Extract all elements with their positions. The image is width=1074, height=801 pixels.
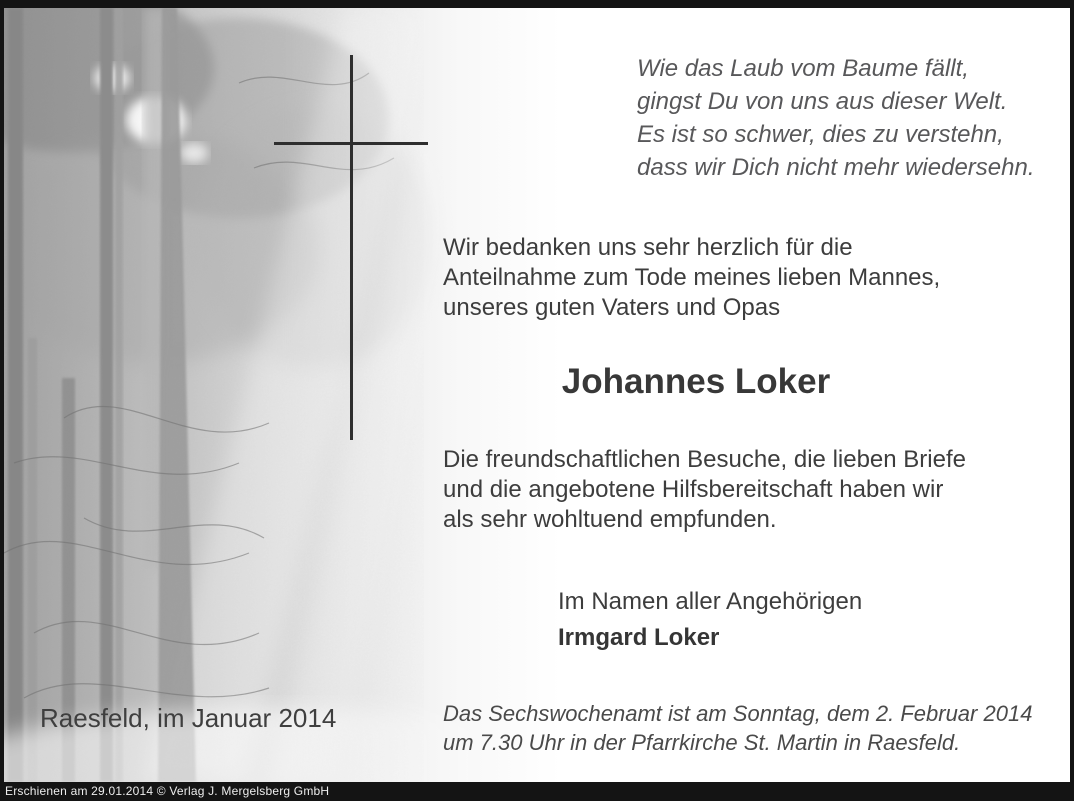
condolence-thanks-text [443, 233, 940, 323]
top-border [0, 0, 1074, 8]
publication-note: Erschienen am 29.01.2014 © Verlag J. Mergelsberg GmbH [5, 784, 330, 798]
gratitude-line: und die angebotene Hilfsbereitschaft haben wir [443, 476, 944, 503]
gratitude-line: Die freundschaftlichen Besuche, die lieben Briefe [443, 446, 966, 473]
thanks-line: Anteilnahme zum Tode meines lieben Mannes, [443, 264, 941, 291]
poem-line: gingst Du von uns aus dieser Welt. [637, 88, 1008, 115]
family-name: Irmgard Loker [558, 624, 720, 651]
left-border [0, 0, 4, 801]
service-line: Das Sechswochenamt ist am Sonntag, dem 2. Februar 2014 [443, 701, 1033, 726]
memorial-poem [637, 52, 1035, 184]
family-intro: Im Namen aller Angehörigen [558, 588, 863, 615]
service-announcement [443, 699, 1032, 757]
service-line: um 7.30 Uhr in der Pfarrkirche St. Martin in Raesfeld. [443, 730, 961, 755]
place-date: Raesfeld, im Januar 2014 [40, 703, 337, 733]
right-border [1070, 0, 1074, 801]
poem-line: dass wir Dich nicht mehr wiedersehn. [637, 154, 1035, 181]
gratitude-text [443, 445, 966, 535]
poem-line: Wie das Laub vom Baume fällt, [637, 55, 969, 82]
poem-line: Es ist so schwer, dies zu verstehn, [637, 121, 1004, 148]
cross-horizontal-bar-icon [274, 142, 428, 145]
family-signature [558, 584, 862, 656]
thanks-line: Wir bedanken uns sehr herzlich für die [443, 234, 853, 261]
deceased-name: Johannes Loker [561, 362, 831, 401]
gratitude-line: als sehr wohltuend empfunden. [443, 506, 777, 533]
cross-vertical-bar-icon [350, 55, 353, 440]
thanks-line: unseres guten Vaters und Opas [443, 294, 781, 321]
